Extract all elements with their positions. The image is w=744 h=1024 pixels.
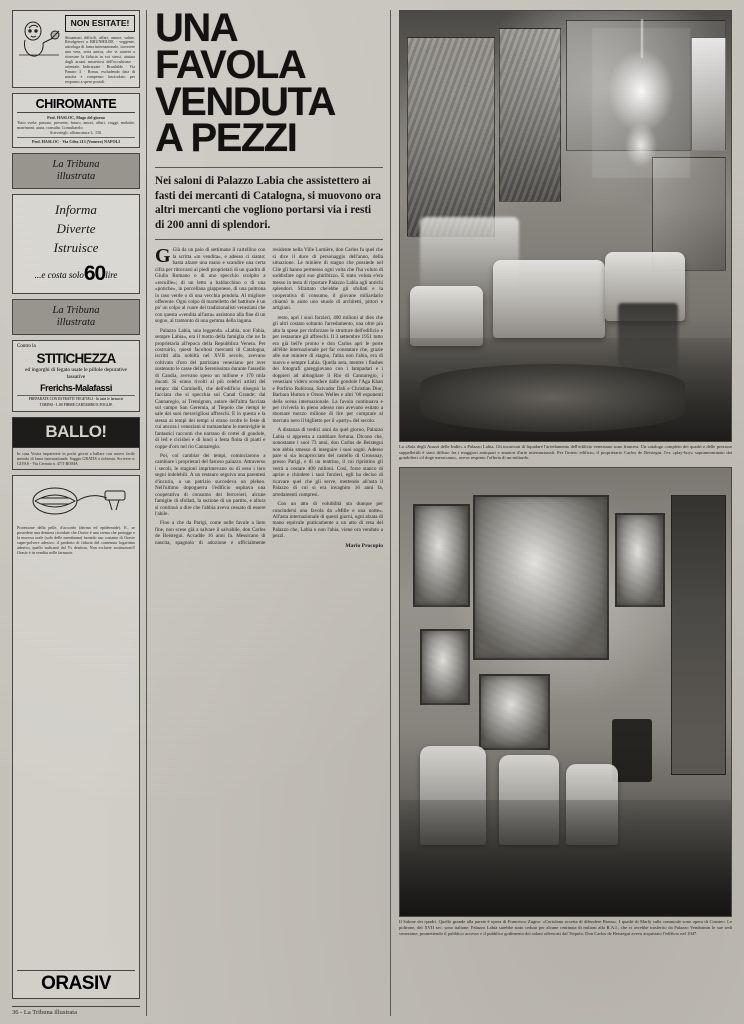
orasiv-copy: Protezione della pelle, d'accordo (derma ed epidermide). E., se possedete una dentiera ricordate che Orasiv è una crema che protegge e la mucosa orale (solo delle membrana) facendo uso costante di Orasiv super-polvere adesivo: il prodotto di fiducia del contenuto logaritmo adesivo, quello indicanti dal Vs dentista, Non escluete sostituzionil! Orasiv è in vendita nelle farmacie. <box>17 525 135 556</box>
article-standfirst: Nei saloni di Palazzo Labia che assistettero ai fasti dei mercanti di Catalogna, si muovono ora altri mercanti che vogliono portarsi via i resti di 200 anni di splendori. <box>155 167 383 240</box>
caption-salone-quadri: Il Salone dei quadri. Quello grande alla parete è opera di Francesco Zugno: «Coriolano accetta di difendere Roma». I quadri di Marly sulla commode sono opera di Cousteo. Le poltrone, del XVII sec. sono italiane. Palazzo Labia sarebbe stato ceduto per alcune centinaia di milioni alla R.A.I., che vi avrebbe trasferito da Palazzo Vendramin le sue sedi veneziane, promettendo il pubblico accesso e il pubblico godimento dei saloni affrescati dal Tiepolo. Don Carlos de Beistegui aveva acquistato l'edificio nel 1947. <box>399 919 732 936</box>
astrologer-illustration <box>17 15 61 61</box>
stitichezza-brand: Frerichs-Malafassi <box>40 382 112 393</box>
masthead-promo-top[interactable] <box>12 153 140 189</box>
article-paragraph-text: Fino a che da Parigi, come nelle favole a lieto fine, non scese già a salvare il salvabile, don Carlos de Beistegui. Accadde 16 anni fa. Messicano di nascita, spagnolo di adozione e ufficialmente residente nella Ville Lumière, don Carlos fu quel che si dice il duce di personaggio dell'anno, della situazione. Le minière di stagno che possiede nel Cile gli hanno permesso ogni volta che l'ha voluto di soddisfare ogni suo ghiribizzo. E stato voluta e'era messo in testa di riportare Palazzo Labia agli antichi splendori. Sfrattato che'ebbe gli sfollati e la cooperativa di consumo, il giovane miliardario chiamò in aiuto uno stuolo di architetti, pittori e artigiani. <box>155 247 383 546</box>
salone-scene <box>400 468 731 916</box>
article-paragraph <box>155 453 266 517</box>
photo-block-salone-quadri <box>399 467 732 1016</box>
orasiv-illustration <box>17 479 135 525</box>
ad-subscription-promo[interactable] <box>12 194 140 294</box>
non-esitate-badge: NON ESITATE! <box>65 15 135 32</box>
promo-price-row <box>16 262 136 286</box>
stitichezza-foot2: TORINO - L.80 FIRME CARTAMBO E FOGLIE <box>39 402 113 407</box>
ad-stitichezza[interactable] <box>12 340 140 412</box>
article-paragraph-text: Già da un paio di settimane il cartellino con la scritta «in vendita», e adesso ci siamo: basta alzare una mano e scandire una certa cifra per ritrovarsi ai piedi proprietari di un quadro di Giulio Romano o di uno specchio scolpito a «recuille»; di un letto a baldacchino o di una «potiche», in porcellana giapponese, di una poltrona in raso verde o di una vecchia pendola. Al migliore offerente. Ogni colpo di martelletto del battitore è un po' un colpo al cuore dei tradizionalisti veneziani che con questa «vendita all'asta» assistono alla fine di un sogno, al tramonto di una gemma della laguna. <box>155 247 266 325</box>
promo-diverte: Diverte <box>56 221 96 237</box>
masthead-promo-bottom-line1: La Tribuna <box>52 304 100 316</box>
promo-price-prefix: ...e costa <box>34 269 67 280</box>
advertising-column <box>12 10 147 1016</box>
drop-cap: G <box>155 247 171 268</box>
masthead-promo-bottom-line2: illustrata <box>56 316 96 328</box>
chiromante-title: CHIROMANTE <box>17 97 135 113</box>
caption-sala-arazzi: La «Sala degli Arazzi delle Indie» a Palazzo Labia. Gli incaricati di liquidare l'arredamento dell'edificio veneziano sono francesi. Un catalogo completo dei quadri e delle preziose suppellettili è stato diffuso fra i maggiori antiquari e amatori d'arte internazionali. Per l'intero edificio, il proprietario Carlos de Beistegui, l'ex «play-boy» soprannominato dai gondolieri «il doge messicano», aveva respinto l'offerta di un miliardo. <box>399 444 732 461</box>
article-paragraph-text: Poi, col cambiar dei tempi, cominciarono a cambiare i proprietari del fastoso palazzo. Attraverso i secoli, le stagioni imprimevano su di esso i loro segni indelebili. A un restauro seguiva una parentesi d'incuria, a un patrizio succedeva un plebeo. Nell'ultimo dopoguerra l'edificio ospitava una cooperativa di consumo dei ferrovieri, alcune famiglie di sfollati, la sezione di un partito, e allora si continuò a dire che l'abbia aveva cessato di essere l'abile. <box>155 453 266 517</box>
promo-istruisce: Istruisce <box>53 240 99 256</box>
stitichezza-prefix: Contro la <box>17 344 36 350</box>
article-paragraph <box>273 501 384 540</box>
article-column <box>155 6 391 1016</box>
article-headline <box>155 6 383 161</box>
article-paragraph <box>155 247 266 324</box>
masthead-promo-top-line2: illustrata <box>56 171 96 183</box>
masthead-promo-top-line1: La Tribuna <box>52 159 100 171</box>
promo-price-number: 60 <box>83 261 106 285</box>
orasiv-logo: ORASIV <box>17 970 135 995</box>
ballo-copy: In casa Vostra imparerete in pochi giorni a ballare con nuovo facile metodo di fama internazionale. Saggio GRATIS a richiesta. Scrivere a: GIVAS - Via Cernaia n. 47/T ROMA <box>12 448 140 470</box>
ballo-title: BALLO! <box>12 417 140 448</box>
chiromante-address: Prof. HASLOC · Via Cilea 213 (Vomero) NAPOLI <box>17 137 135 144</box>
chandelier <box>592 28 690 178</box>
ad-astrologer[interactable] <box>12 10 140 88</box>
astrologer-copy: Situazioni difficili, affari, amore, salute. Rivolgetevi a BRUNHILDE · veggente, astrologa di fama internazionale, troverete una vera, seria amica, che vi aiuterà a ritrovare la fiducia in voi stessi, aiutata dagli arcani misteriosi dell'occultismo · orientale. Indirizzate · Brunhilde · Via Panaro 3 · Roma, escludendo data di nascita e compenso fascicolato per responso a spese postali. <box>65 34 135 85</box>
article-paragraph-text: resto, aprì i suoi forzieri, 400 milioni al dies che gli altri costato soltanto l'arredamento, una oltre più alta la spese per rinforzare le strutture dell'edificio e per restaurare gli affreschi. Il 3 settembre 1951 tutto era già bell'e pronto e don Carlos aprì le porte all'élite internazionale per far constatare che, grazie alle sue miniere di stagno, l'abia non l'abia, era di nuovo e sempre Labia. Quella sera, mentre i flashes dei fotografi gareggiavano con i lampadari e i doppieri ad abbagliare il Rio di Cannaregio, i veneziani videro scendere dalle gondole l'Aga Khan e Porfirio Rubirosa, Salvador Dalí e Christian Dior, Barbara Hutton e Orson Welles e altri '00 esponenti della scena internazionale. La favola continuava e per riviverla in pieno adesso non avevano esitato a sborsare mezzo milione di lire per comprare al mercato nero il biglietto per il «party» del secolo. <box>272 314 383 424</box>
page-layout <box>12 6 732 1016</box>
article-paragraph <box>155 328 266 450</box>
stitichezza-foot1: PREPARATE CON ESTRATTI VEGETALI - In tutte le farmacie <box>17 395 135 401</box>
salon-scene <box>400 11 731 441</box>
article-paragraph <box>273 315 384 424</box>
headline-line-3: A PEZZI <box>155 116 297 161</box>
astrologer-text-block <box>65 15 135 84</box>
stitichezza-sub: ed ingorghi di fegato usate le pillole depurative lassative <box>25 367 127 380</box>
chiromante-line1: Prof. HASLOC, Mago del giorno <box>47 115 105 121</box>
photo-column <box>399 10 732 1016</box>
headline-line-1: UNA FAVOLA <box>155 6 306 87</box>
article-body <box>155 247 383 1016</box>
photo-block-sala-arazzi <box>399 10 732 461</box>
ad-chiromante[interactable] <box>12 93 140 148</box>
article-paragraph <box>273 427 384 498</box>
article-byline: Mario Procopio <box>345 542 383 549</box>
article-paragraph-text: Con un atto di volubilità sta dunque per concludersi una favola da «Mille e una notte». All'asta internazionale di questi giorni, ogni alzata di mano equivale praticamente a un atto di resa del Palazzo che, Labia o non l'abia, viene ora venduto a pezzi. <box>272 501 383 540</box>
photo-salone-quadri <box>399 467 732 917</box>
article-paragraph-text: Palazzo Labia, una leggenda. «Labia, non Fabia, sempre Labia», era il motto della famiglia che ne fa proprietaria all'epoca della Repubblica Veneta. Per costruirlo, questi facoltosi mercanti di Catalogna, iscritti alla nobiltà nel XVII secolo, avevano coltivato d'oro del patriziato veneziano per aver sostenuto le casse della Serenissima durante l'assedio di Candia, avevano speso un milione e 170 mila ducati. Si erano rivolti ai più celebri artisti del tempo: dai Comínelli, che dell'edificio disegnò la facciata che si specchia sul Canal Grande; dal Cannaregio, ai Tremignon, autore dell'altra facciata sul campo San Geremia, al Tiepolo che riempì le sale dei suoi meravigliosi affreschi. E in questa e la stessa ai tempi dei tempi si erano svolte le feste di cui ancora i veneziani si tramandano le meraviglie in fantastici racconti che narrano di cortei di gondole, di led e cicisbei e di lunci a festa finita di piatti e coppe d'oro nel rio Cannaregio. <box>155 327 266 450</box>
stitichezza-word: STITICHEZZA <box>36 351 116 367</box>
promo-price-currency: lire <box>105 269 118 280</box>
article-paragraph-text: A distanza di tredici anni da quel giorno, Palazzo Labia si appresta a cambiare fortuna. Dicono che, nonostante i suoi 73 anni, don Carlos de Beistegui non abbia smesso di inseguire i suoi sogni. Adesso pare si sia incapricciato del castello di Grousnay, presso Parigi, e di un teatrino, il cui ripristino gli verrà a costare 400 milioni. Così, forse stanco di aprire e chiudere i suoi forzieri, egli ha deciso di ricavare quel che gli serve, mettendo all'asta il Palazzo di cui si era invaghito 16 anni fa, arredamenti compresi. <box>272 427 383 498</box>
promo-informa: Informa <box>55 202 97 218</box>
promo-price-only: solo <box>68 269 84 280</box>
photo-sala-arazzi <box>399 10 732 442</box>
masthead-promo-bottom[interactable] <box>12 299 140 335</box>
headline-line-2: VENDUTA <box>155 79 335 124</box>
chiromante-line3: Scrivetegli: affrancatura L. 150. <box>49 130 103 136</box>
chiromante-line2: Tutto svela: passato, presente, futuro, amori, affari, viaggi, malattie, matrimoni, aiuta, consulta. Consultatelo. <box>17 120 135 131</box>
ad-ballo[interactable] <box>12 417 140 470</box>
page-folio: 36 - La Tribuna illustrata <box>12 1006 140 1016</box>
ad-orasiv[interactable] <box>12 475 140 999</box>
